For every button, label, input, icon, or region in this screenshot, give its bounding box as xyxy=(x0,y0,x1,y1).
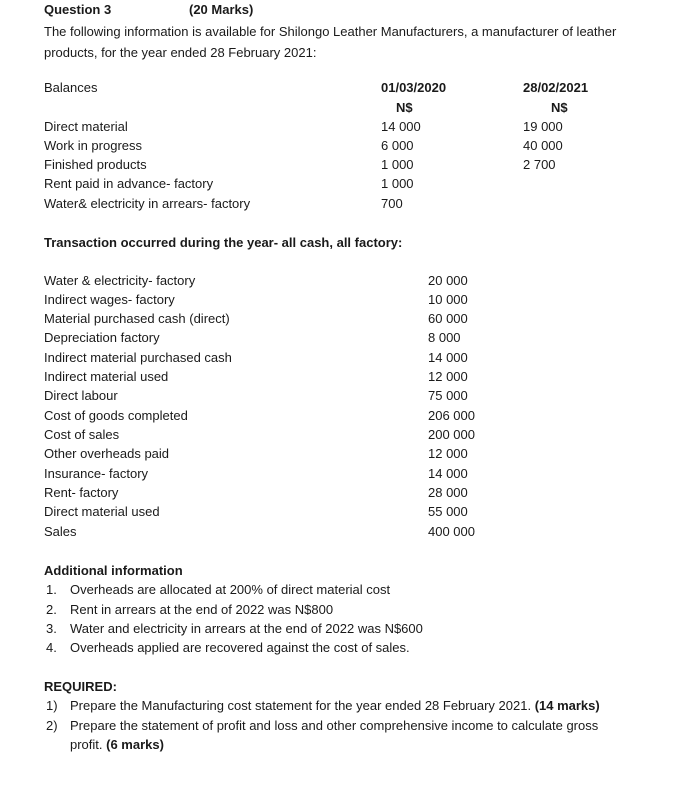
col2-date-header: 28/02/2021 xyxy=(523,80,589,95)
transaction-label: Other overheads paid xyxy=(44,446,170,461)
transaction-value: 55 000 xyxy=(428,504,468,519)
transaction-value: 12 000 xyxy=(428,446,468,461)
question-title: Question 3 xyxy=(44,2,112,17)
transaction-label: Direct labour xyxy=(44,388,118,403)
transaction-row xyxy=(0,388,680,407)
required-task-marks: (6 marks) xyxy=(106,737,164,752)
transaction-row xyxy=(0,446,680,465)
transaction-row xyxy=(0,524,680,543)
required-task-text: Prepare the Manufacturing cost statement for the year ended 28 February 2021. xyxy=(70,698,532,713)
transaction-value: 75 000 xyxy=(428,388,468,403)
balance-row-value-opening: 1 000 xyxy=(381,176,414,191)
balance-row-label: Direct material xyxy=(44,119,128,134)
transaction-value: 400 000 xyxy=(428,524,475,539)
list-item-text xyxy=(70,698,600,713)
list-item-text: Water and electricity in arrears at the end of 2022 was N$600 xyxy=(70,621,423,636)
transaction-value: 20 000 xyxy=(428,273,468,288)
balance-row xyxy=(0,119,680,138)
transaction-row xyxy=(0,427,680,446)
balance-row-value-opening: 1 000 xyxy=(381,157,414,172)
list-item-number: 3. xyxy=(46,621,57,636)
list-item-number: 4. xyxy=(46,640,57,655)
balance-row xyxy=(0,138,680,157)
transaction-row xyxy=(0,350,680,369)
balance-row-value-opening: 6 000 xyxy=(381,138,414,153)
transactions-heading: Transaction occurred during the year- all cash, all factory: xyxy=(44,235,403,250)
transaction-label: Indirect material purchased cash xyxy=(44,350,232,365)
balance-row-label: Work in progress xyxy=(44,138,143,153)
transaction-value: 12 000 xyxy=(428,369,468,384)
transaction-value: 200 000 xyxy=(428,427,475,442)
transaction-row xyxy=(0,330,680,349)
transaction-value: 60 000 xyxy=(428,311,468,326)
transaction-label: Direct material used xyxy=(44,504,160,519)
list-item-number: 2) xyxy=(46,718,58,733)
transaction-row xyxy=(0,273,680,292)
transaction-value: 206 000 xyxy=(428,408,475,423)
list-item-text: Prepare the statement of profit and loss and other comprehensive income to calculate gross xyxy=(70,718,599,733)
transaction-label: Sales xyxy=(44,524,77,539)
transaction-row xyxy=(0,504,680,523)
transaction-label: Material purchased cash (direct) xyxy=(44,311,230,326)
required-task-marks: (14 marks) xyxy=(534,698,600,713)
transaction-value: 8 000 xyxy=(428,330,461,345)
list-item-text: Rent in arrears at the end of 2022 was N$800 xyxy=(70,602,334,617)
balance-row xyxy=(0,196,680,215)
balance-row-label: Water& electricity in arrears- factory xyxy=(44,196,251,211)
transaction-label: Cost of sales xyxy=(44,427,120,442)
transaction-value: 10 000 xyxy=(428,292,468,307)
transaction-label: Depreciation factory xyxy=(44,330,160,345)
transaction-label: Indirect material used xyxy=(44,369,169,384)
balance-row-value-closing: 2 700 xyxy=(523,157,556,172)
required-heading: REQUIRED: xyxy=(44,679,117,694)
transaction-value: 14 000 xyxy=(428,350,468,365)
transaction-label: Insurance- factory xyxy=(44,466,149,481)
list-item-text xyxy=(70,737,164,752)
intro-paragraph: The following information is available for Shilongo Leather Manufacturers, a manufacturer of leather products, for the year ended 28 February 2021: xyxy=(44,24,617,60)
balance-row-value-closing: 40 000 xyxy=(523,138,563,153)
transaction-label: Cost of goods completed xyxy=(44,408,188,423)
transaction-row xyxy=(0,408,680,427)
question-marks: (20 Marks) xyxy=(189,2,254,17)
list-item-number: 1. xyxy=(46,582,57,597)
col1-unit-header: N$ xyxy=(396,100,413,115)
list-item-number: 1) xyxy=(46,698,58,713)
transaction-row xyxy=(0,292,680,311)
transaction-value: 14 000 xyxy=(428,466,468,481)
list-item-text: Overheads are allocated at 200% of direct material cost xyxy=(70,582,391,597)
balances-label: Balances xyxy=(44,80,98,95)
transaction-label: Water & electricity- factory xyxy=(44,273,196,288)
col2-unit-header: N$ xyxy=(551,100,568,115)
required-task-text: profit. xyxy=(70,737,103,752)
transaction-label: Rent- factory xyxy=(44,485,119,500)
list-item-text: Overheads applied are recovered against the cost of sales. xyxy=(70,640,410,655)
additional-info-heading: Additional information xyxy=(44,563,183,578)
balance-row xyxy=(0,176,680,195)
balance-row-value-opening: 14 000 xyxy=(381,119,421,134)
balance-row-label: Finished products xyxy=(44,157,147,172)
transaction-row xyxy=(0,485,680,504)
transaction-row xyxy=(0,311,680,330)
transaction-label: Indirect wages- factory xyxy=(44,292,175,307)
balance-row-value-opening: 700 xyxy=(381,196,403,211)
list-item-number: 2. xyxy=(46,602,57,617)
col1-date-header: 01/03/2020 xyxy=(381,80,447,95)
transaction-row xyxy=(0,466,680,485)
balance-row-label: Rent paid in advance- factory xyxy=(44,176,214,191)
balance-row-value-closing: 19 000 xyxy=(523,119,563,134)
transaction-row xyxy=(0,369,680,388)
balance-row xyxy=(0,157,680,176)
transaction-value: 28 000 xyxy=(428,485,468,500)
